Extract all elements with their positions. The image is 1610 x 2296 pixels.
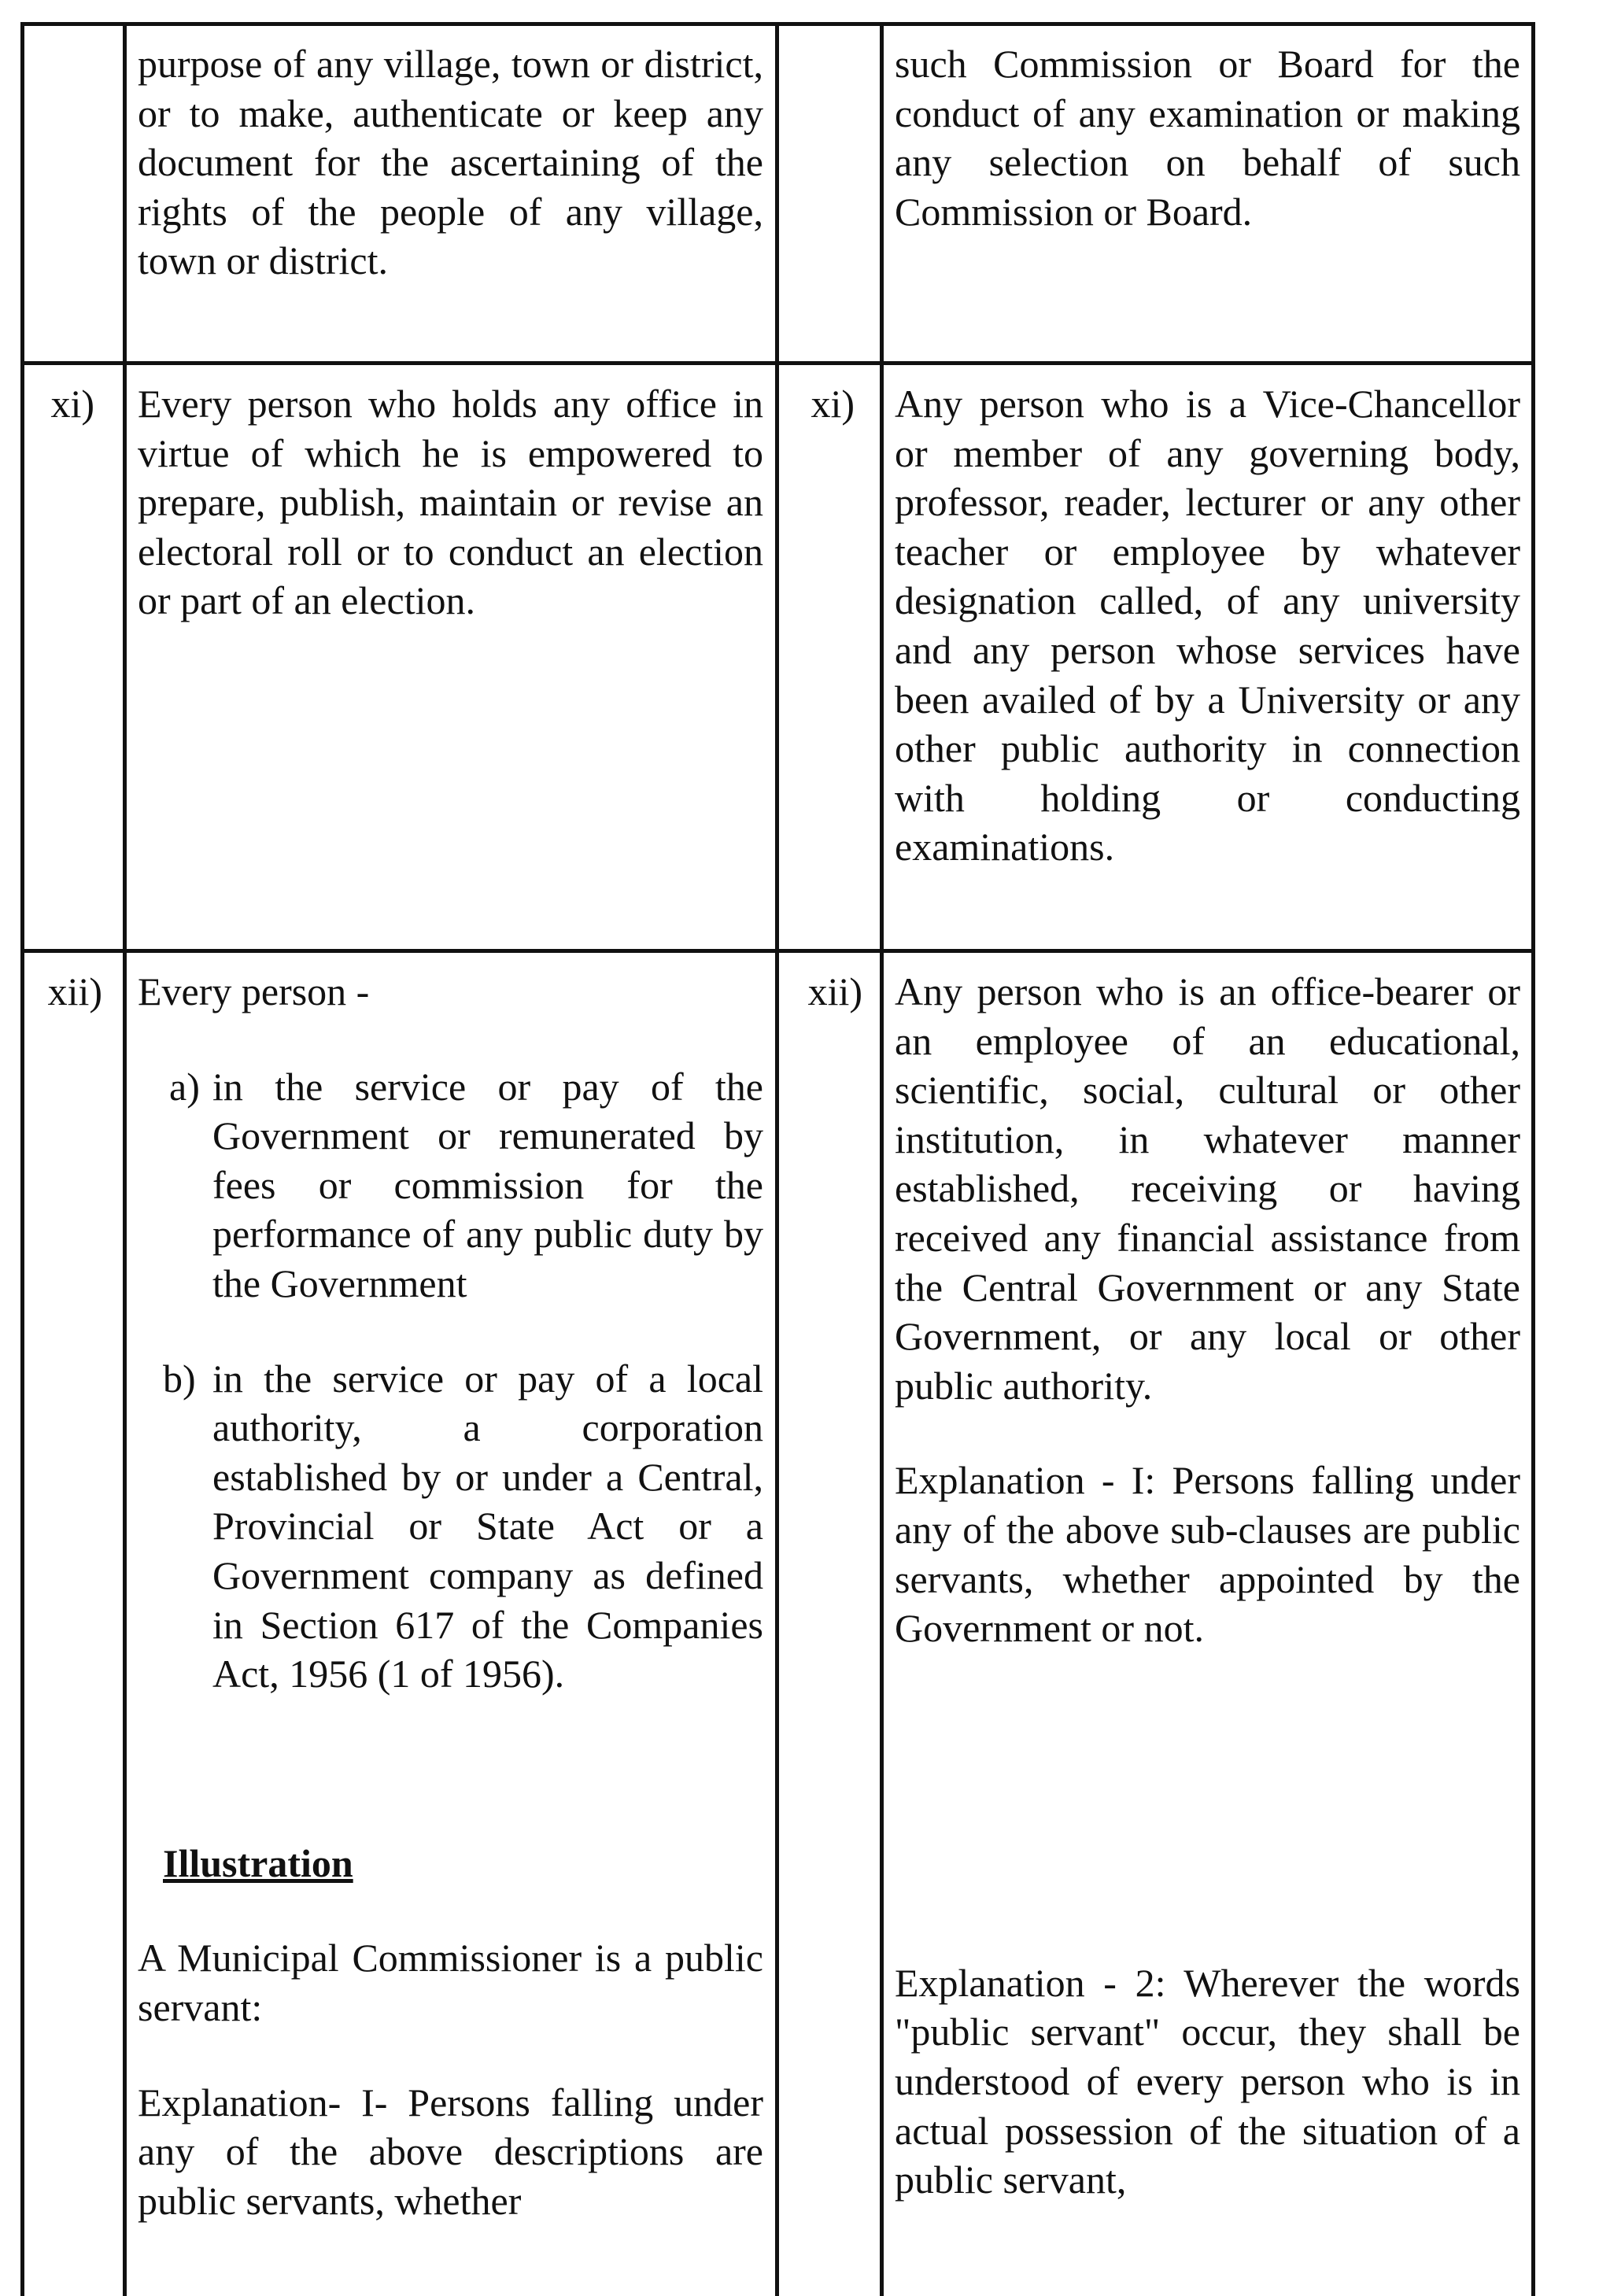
row3-right-paragraph: Any person who is an office-bearer or an employee of an educational, scientific, social, cultural or other institution, in whatever manner established, receiving or having received any financial assistance from the Central Government or any State Government, or any local or other public authority.	[895, 969, 1520, 1408]
row2-right-text	[895, 379, 1520, 872]
row3-left-number: xii)	[47, 969, 102, 1013]
clause-b	[163, 1354, 763, 1699]
clause-a	[169, 1062, 763, 1309]
clause-a-marker: a)	[169, 1064, 200, 1109]
row2-left-text	[138, 379, 763, 626]
row1-left-text	[138, 39, 763, 286]
row3-left-intro: Every person -	[138, 969, 370, 1013]
column-divider-1	[123, 24, 127, 2296]
row3-right-explanation-2: Explanation - 2: Wherever the words "public servant" occur, they shall be understood of every person who is in actual possession of the situation of a public servant,	[895, 1960, 1520, 2202]
row3-right-text	[895, 967, 1520, 2205]
row3-right-number: xii)	[807, 969, 862, 1013]
clause-b-marker: b)	[163, 1356, 196, 1401]
column-divider-3	[880, 24, 884, 2296]
clause-b-text: in the service or pay of a local authority, a corporation established by or under a Central, Provincial or State Act or a Government company as defined in Section 617 of the Companies Act, 1956 (1 of 1956).	[212, 1356, 763, 1696]
row2-right-paragraph: Any person who is a Vice-Chancellor or member of any governing body, professor, reader, lecturer or any other teacher or employee by whatever designation called, of any university and any person whose services have been availed of by a University or any other public authority in connection with holding or conducting examinations.	[895, 382, 1520, 869]
clause-a-text: in the service or pay of the Government or remunerated by fees or commission for the performance of any public duty by the Government	[212, 1064, 763, 1305]
table-left-border	[20, 24, 24, 2296]
illustration-text: A Municipal Commissioner is a public servant:	[138, 1936, 763, 2029]
row3-right-explanation-1: Explanation - I: Persons falling under any of the above sub-clauses are public servants, whether appointed by the Government or not.	[895, 1458, 1520, 1651]
row2-left-number: xi)	[50, 382, 94, 426]
illustration-heading: Illustration	[163, 1840, 353, 1885]
row3-left-text	[138, 967, 763, 2225]
column-divider-2	[775, 24, 779, 2296]
row1-right-paragraph: such Commission or Board for the conduct of any examination or making any selection on behalf of such Commission or Board.	[895, 42, 1520, 234]
row2-left-paragraph: Every person who holds any office in virtue of which he is empowered to prepare, publish, maintain or revise an electoral roll or to conduct an election or part of an election.	[138, 382, 763, 623]
row1-right-text	[895, 39, 1520, 236]
row1-left-paragraph: purpose of any village, town or district, or to make, authenticate or keep any document for the ascertaining of the rights of the people of any village, town or district.	[138, 42, 763, 283]
row2-right-number: xi)	[811, 382, 855, 426]
table-right-border	[1531, 24, 1535, 2296]
row3-left-explanation-1: Explanation- I- Persons falling under any of the above descriptions are public servants, whether	[138, 2080, 763, 2223]
